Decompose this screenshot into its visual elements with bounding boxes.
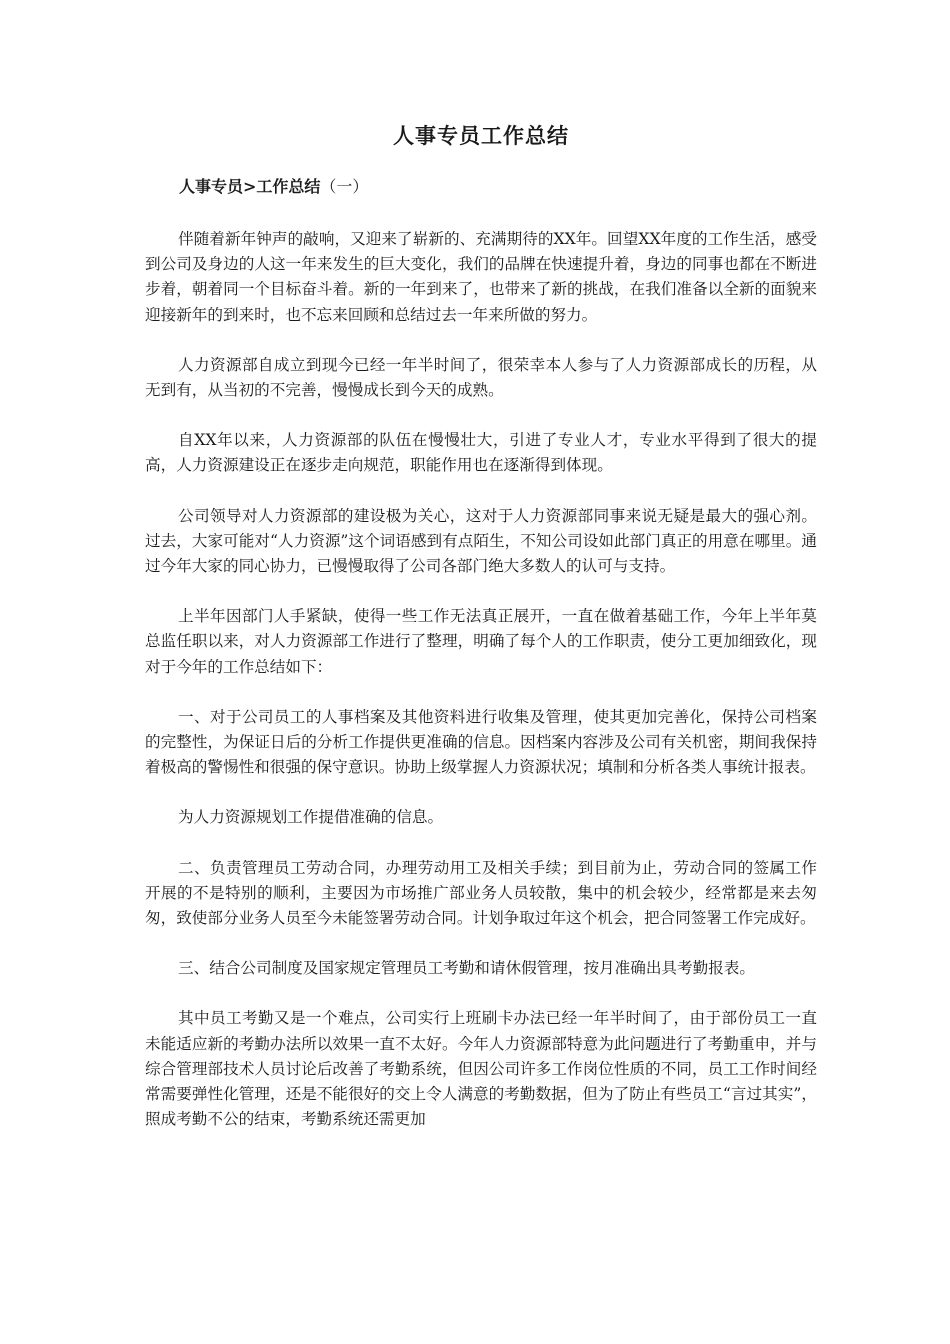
paragraph: 其中员工考勤又是一个难点，公司实行上班刷卡办法已经一年半时间了，由于部份员工一直未能适应新的考勤办法所以效果一直不太好。今年人力资源部特意为此问题进行了考勤重申，并与综合管理部技术人员讨论后改善了考勤系统，但因公司许多工作岗位性质的不同，员工工作时间经常需要弹性化管理，还是不能很好的交上令人满意的考勤数据，但为了防止有些员工“言过其实”，照成考勤不公的结束，考勤系统还需更加 xyxy=(145,1009,817,1129)
section-heading-text: 人事专员>工作总结 xyxy=(179,177,321,196)
paragraph: 为人力资源规划工作提借准确的信息。 xyxy=(178,808,444,827)
section-heading xyxy=(145,174,817,200)
paragraph: 二、负责管理员工劳动合同，办理劳动用工及相关手续；到目前为止，劳动合同的签属工作开展的不是特别的顺利，主要因为市场推广部业务人员较散，集中的机会较少，经常都是来去匆匆，致使部分业务人员至今未能签署劳动合同。计划争取过年这个机会，把合同签署工作完成好。 xyxy=(145,858,817,928)
paragraph: 一、对于公司员工的人事档案及其他资料进行收集及管理，使其更加完善化，保持公司档案的完整性，为保证日后的分析工作提供更准确的信息。因档案内容涉及公司有关机密，期间我保持着极高的警惕性和很强的保守意识。协助上级掌握人力资源状况；填制和分析各类人事统计报表。 xyxy=(145,707,817,777)
section-heading-number: （一） xyxy=(320,177,369,196)
paragraph: 上半年因部门人手紧缺，使得一些工作无法真正展开，一直在做着基础工作，今年上半年莫总监任职以来，对人力资源部工作进行了整理，明确了每个人的工作职责，使分工更加细致化，现对于今年的工作总结如下： xyxy=(145,607,817,676)
paragraph: 公司领导对人力资源部的建设极为关心，这对于人力资源部同事来说无疑是最大的强心剂。过去，大家可能对“人力资源”这个词语感到有点陌生，不知公司设如此部门真正的用意在哪里。通过今年大家的同心协力，已慢慢取得了公司各部门绝大多数人的认可与支持。 xyxy=(145,506,817,576)
document-page xyxy=(145,118,817,1157)
document-title: 人事专员工作总结 xyxy=(393,123,569,148)
paragraph: 自XX年以来，人力资源部的队伍在慢慢壮大，引进了专业人才，专业水平得到了很大的提高，人力资源建设正在逐步走向规范，职能作用也在逐渐得到体现。 xyxy=(145,431,817,475)
paragraph: 三、结合公司制度及国家规定管理员工考勤和请休假管理，按月准确出具考勤报表。 xyxy=(178,959,755,978)
paragraph: 伴随着新年钟声的敲响，又迎来了崭新的、充满期待的XX年。回望XX年度的工作生活，感受到公司及身边的人这一年来发生的巨大变化，我们的品牌在快速提升着，身边的同事也都在不断进步着，朝着同一个目标奋斗着。新的一年到来了，也带来了新的挑战，在我们准备以全新的面貌来迎接新年的到来时，也不忘来回顾和总结过去一年来所做的努力。 xyxy=(145,230,817,324)
paragraph: 人力资源部自成立到现今已经一年半时间了，很荣幸本人参与了人力资源部成长的历程，从无到有，从当初的不完善，慢慢成长到今天的成熟。 xyxy=(145,355,817,400)
